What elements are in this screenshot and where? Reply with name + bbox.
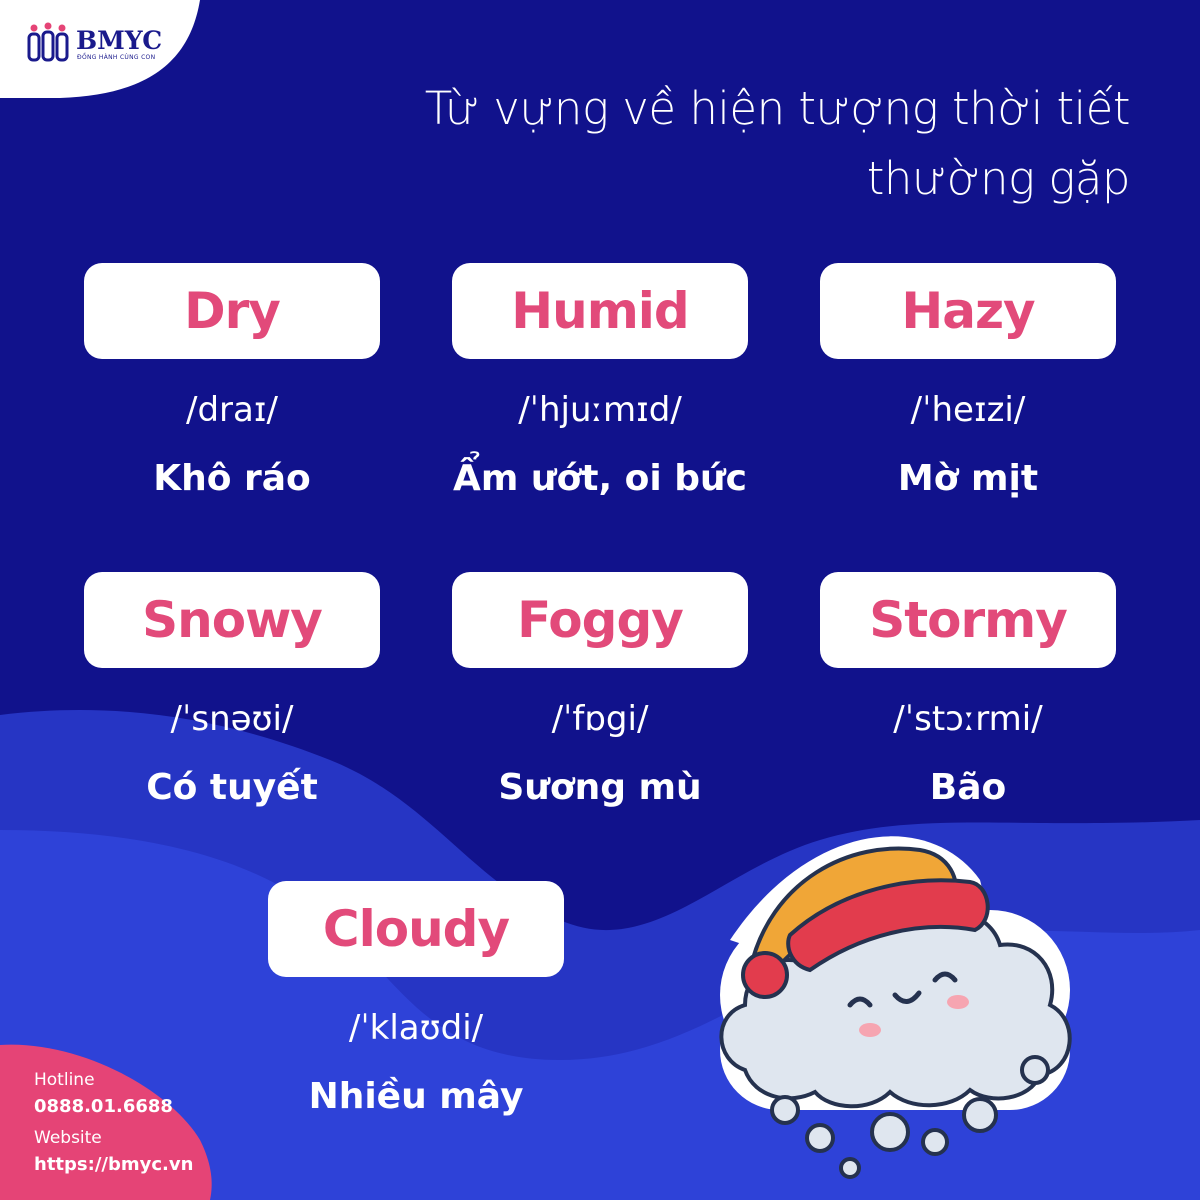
cloud-mascot-illustration (690, 820, 1090, 1190)
word-meaning: Có tuyết (146, 767, 318, 808)
word-ipa: /ˈhjuːmɪd/ (518, 390, 682, 430)
word-card-snowy (84, 572, 380, 668)
brand-name: BMYC (76, 26, 163, 55)
word-label: Stormy (869, 591, 1067, 649)
word-meaning: Mờ mịt (897, 458, 1039, 499)
word-ipa: /ˈklaʊdi/ (348, 1008, 484, 1048)
word-label: Snowy (142, 591, 322, 649)
word-card-foggy (452, 572, 748, 668)
word-ipa: /ˈsnəʊi/ (170, 699, 294, 739)
word-meaning: Sương mù (498, 767, 702, 808)
word-meaning: Khô ráo (153, 458, 311, 499)
brand-logo (0, 0, 230, 100)
hotline-number[interactable]: 0888.01.6688 (34, 1096, 173, 1117)
word-label: Dry (184, 282, 280, 340)
word-ipa: /ˈfɒgi/ (551, 699, 649, 739)
word-ipa: /draɪ/ (186, 390, 278, 430)
word-card-humid (452, 263, 748, 359)
word-card-cloudy (268, 881, 564, 977)
word-ipa: /ˈstɔːrmi/ (893, 699, 1043, 739)
title-line-1: Từ vựng về hiện tượng thời tiết (424, 82, 1130, 135)
website-label: Website (34, 1128, 102, 1148)
website-link[interactable]: https://bmyc.vn (34, 1154, 194, 1175)
title-line-2: thường gặp (866, 152, 1130, 205)
logo-family-icon (26, 22, 72, 62)
word-ipa: /ˈheɪzi/ (910, 390, 1026, 430)
word-label: Humid (511, 282, 689, 340)
brand-tagline: ĐỒNG HÀNH CÙNG CON (77, 54, 156, 61)
word-label: Cloudy (322, 900, 510, 958)
word-meaning: Nhiều mây (308, 1076, 524, 1117)
word-card-dry (84, 263, 380, 359)
hotline-label: Hotline (34, 1070, 95, 1090)
word-card-stormy (820, 572, 1116, 668)
page-title (330, 74, 1130, 214)
word-card-hazy (820, 263, 1116, 359)
word-meaning: Bão (929, 767, 1007, 808)
word-label: Foggy (517, 591, 683, 649)
word-meaning: Ẩm ướt, oi bức (452, 458, 748, 499)
word-label: Hazy (901, 282, 1035, 340)
